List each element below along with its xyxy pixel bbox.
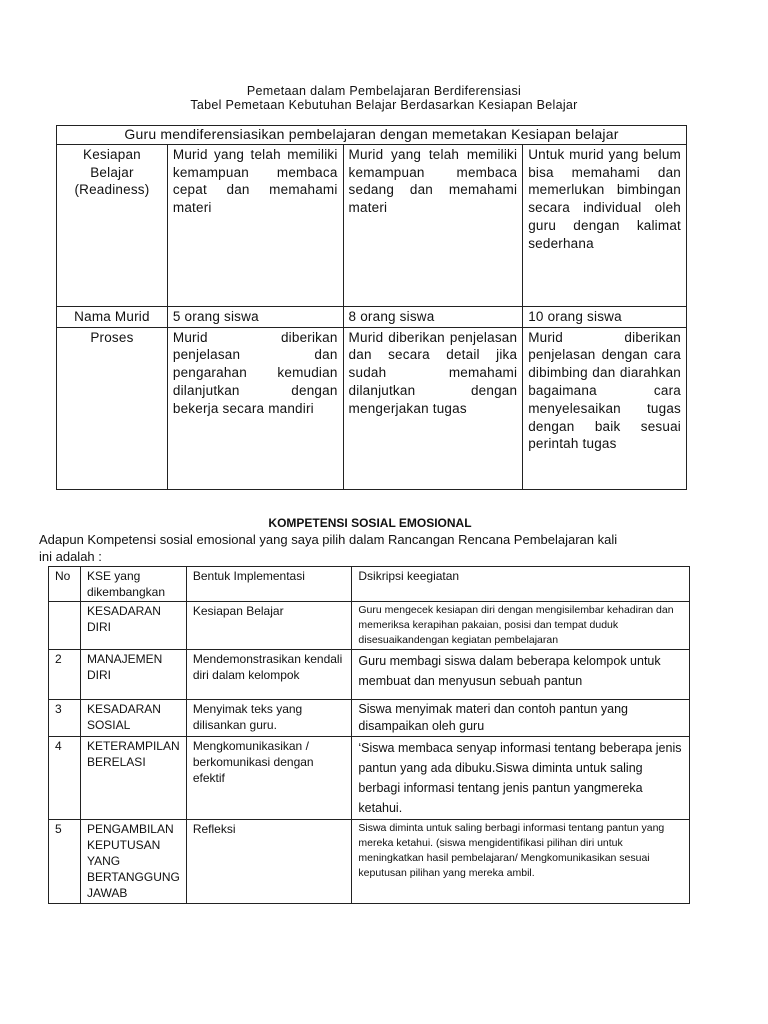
header-deskripsi: Dsikripsi keegiatan — [352, 567, 690, 602]
row-label: Proses — [57, 327, 168, 489]
table-row — [49, 602, 690, 650]
table-cell: Murid diberikan penjelasan dan secara detail jika sudah memahami dilanjutkan dengan mengerjakan tugas — [343, 327, 523, 489]
table-row — [57, 306, 687, 327]
document-title: Pemetaan dalam Pembelajaran Berdiferensiasi — [246, 84, 522, 98]
row-label: Nama Murid — [57, 306, 168, 327]
table-cell: Murid yang telah memiliki kemampuan membaca sedang dan memahami materi — [343, 144, 523, 306]
header-no: No — [49, 567, 81, 602]
row-kse: PENGAMBILAN KEPUTUSAN YANG BERTANGGUNG JAWAB — [80, 820, 186, 904]
row-bentuk: Kesiapan Belajar — [186, 602, 352, 650]
header-kse: KSE yang dikembangkan — [80, 567, 186, 602]
table-row — [49, 737, 690, 820]
table-cell: 8 orang siswa — [343, 306, 523, 327]
table-row — [57, 144, 687, 306]
header-bentuk: Bentuk Implementasi — [186, 567, 352, 602]
table-cell: 5 orang siswa — [167, 306, 343, 327]
row-no — [49, 602, 81, 650]
row-bentuk: Mengkomunikasikan / berkomunikasi dengan efektif — [186, 737, 352, 820]
table-header-row — [49, 567, 690, 602]
row-kse: KESADARAN SOSIAL — [80, 700, 186, 737]
table-header-row — [57, 126, 687, 145]
row-deskripsi: Siswa menyimak materi dan contoh pantun yang disampaikan oleh guru — [352, 700, 690, 737]
row-deskripsi: Siswa diminta untuk saling berbagi informasi tentang pantun yang mereka ketahui. (siswa mengidentifikasi pilihan diri untuk meningkatkan hasil pembelajaran/ Mengkomunikasikan sesuai keputusan pilihan yang mereka ambil. — [352, 820, 690, 904]
row-deskripsi: Guru mengecek kesiapan diri dengan mengisilembar kehadiran dan memeriksa kerapihan pakaian, posisi dan tempat duduk disesuaikandengan kegiatan pembelajaran — [352, 602, 690, 650]
table-cell: Murid diberikan penjelasan dengan cara dibimbing dan diarahkan bagaimana cara menyelesaikan tugas dengan baik sesuai perintah tugas — [523, 327, 687, 489]
row-no: 5 — [49, 820, 81, 904]
row-bentuk: Menyimak teks yang dilisankan guru. — [186, 700, 352, 737]
row-kse: KESADARAN DIRI — [80, 602, 186, 650]
table-row — [49, 820, 690, 904]
table-header: Guru mendiferensiasikan pembelajaran dengan memetakan Kesiapan belajar — [57, 126, 687, 145]
row-no: 3 — [49, 700, 81, 737]
table-cell: Untuk murid yang belum bisa memahami dan memerlukan bimbingan secara individual oleh guru dengan kalimat sederhana — [523, 144, 687, 306]
table-cell: Murid yang telah memiliki kemampuan membaca cepat dan memahami materi — [167, 144, 343, 306]
row-label: Kesiapan Belajar (Readiness) — [57, 144, 168, 306]
row-bentuk: Refleksi — [186, 820, 352, 904]
section-intro: Adapun Kompetensi sosial emosional yang saya pilih dalam Rancangan Rencana Pembelajaran kali ini adalah : — [39, 532, 618, 564]
row-deskripsi: Guru membagi siswa dalam beberapa kelompok untuk membuat dan menyusun sebuah pantun — [352, 650, 690, 700]
table-row — [57, 327, 687, 489]
table-title: Tabel Pemetaan Kebutuhan Belajar Berdasarkan Kesiapan Belajar — [190, 98, 578, 112]
row-no: 4 — [49, 737, 81, 820]
section-title: KOMPETENSI SOSIAL EMOSIONAL — [268, 516, 472, 530]
row-no: 2 — [49, 650, 81, 700]
table-row — [49, 700, 690, 737]
row-kse: KETERAMPILAN BERELASI — [80, 737, 186, 820]
row-bentuk: Mendemonstrasikan kendali diri dalam kelompok — [186, 650, 352, 700]
table-row — [49, 650, 690, 700]
row-kse: MANAJEMEN DIRI — [80, 650, 186, 700]
kse-table — [48, 566, 690, 904]
readiness-mapping-table — [56, 125, 687, 490]
row-deskripsi: ‘Siswa membaca senyap informasi tentang beberapa jenis pantun yang ada dibuku.Siswa diminta untuk saling berbagi informasi tentang jenis pantun yangmereka ketahui. — [352, 737, 690, 820]
table-cell: Murid diberikan penjelasan dan pengarahan kemudian dilanjutkan dengan bekerja secara mandiri — [167, 327, 343, 489]
table-cell: 10 orang siswa — [523, 306, 687, 327]
